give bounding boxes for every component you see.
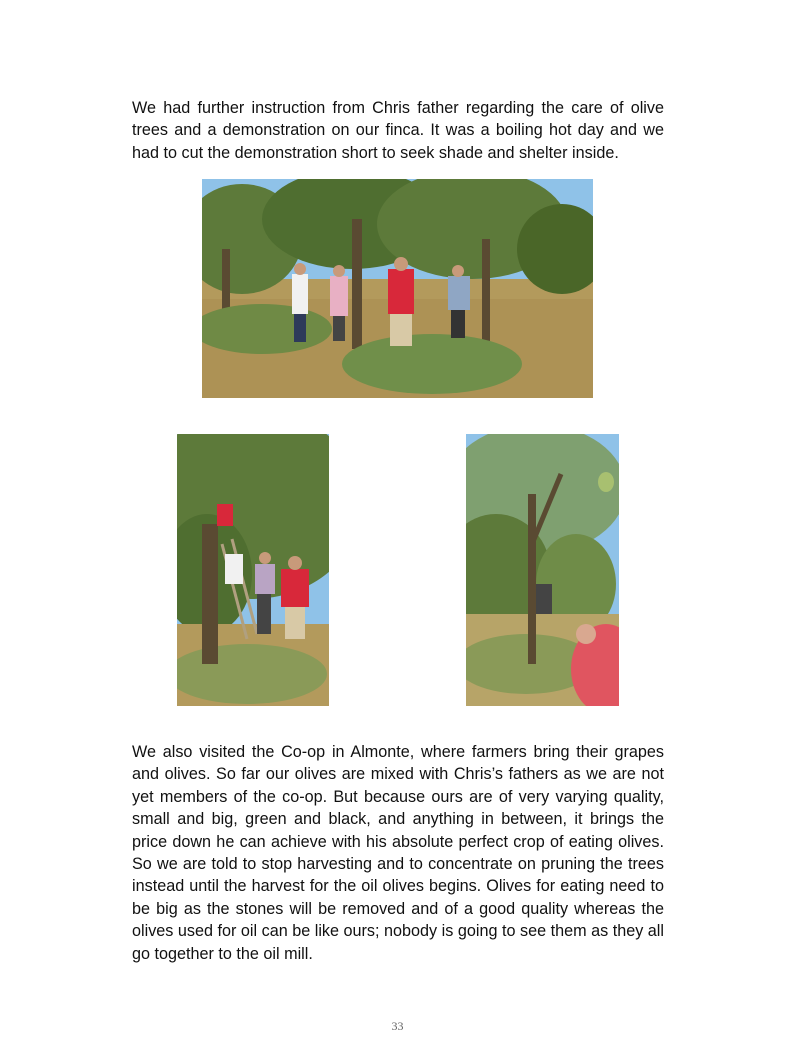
paragraph-intro: We had further instruction from Chris father regarding the care of olive trees and a demonstration on our finca. It was a boiling hot day and we had to cut the demonstration short to seek shade and shelter inside. bbox=[132, 99, 664, 162]
paragraph-coop: We also visited the Co-op in Almonte, where farmers bring their grapes and olives. So far our olives are mixed with Chris’s fathers as we are not yet members of the co-op. But because ours are of very varying quality, small and big, green and black, and anything in between, it brings the price down he can achieve with his absolute perfect crop of eating olives. So we are told to stop harvesting and to concentrate on pruning the trees instead until the harvest for the oil olives begins. Olives for eating need to be big as the stones will be removed and of a good quality whereas the olives used for oil can be like ours; nobody is going to see them as they all go together to the oil mill. bbox=[132, 743, 664, 963]
photo-pruning-ladder bbox=[177, 434, 329, 706]
photo-tree-climber bbox=[466, 434, 619, 706]
page-number: 33 bbox=[391, 1019, 404, 1033]
photo-olive-grove-group bbox=[202, 179, 593, 398]
